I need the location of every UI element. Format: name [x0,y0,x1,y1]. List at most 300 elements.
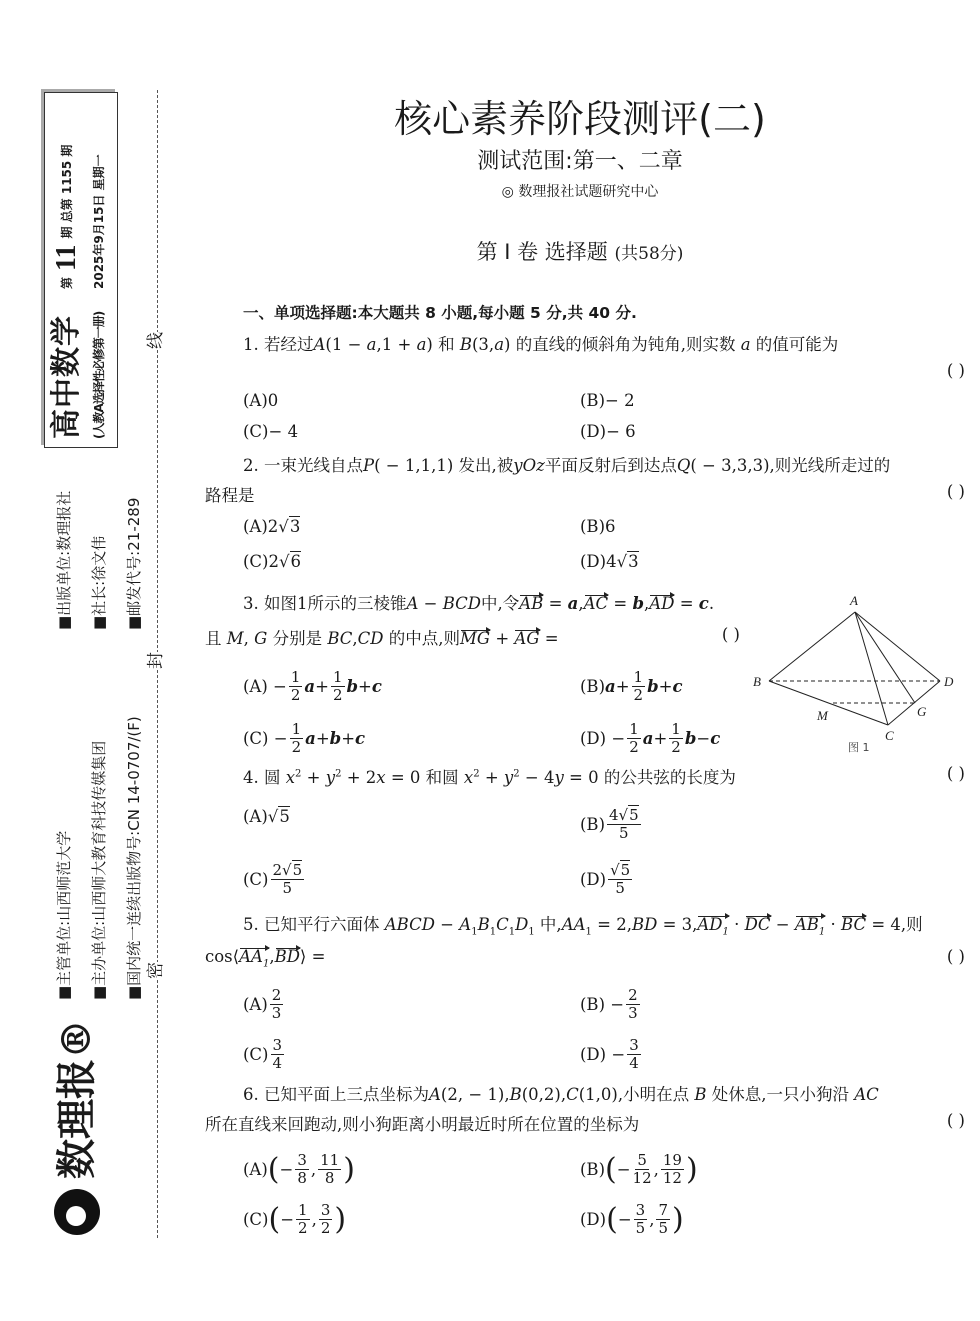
math-text: 5 [637,1151,647,1169]
math-vector-symbol: c [355,729,366,748]
question-4-stem-line [243,764,736,788]
math-superscript: 2 [473,768,480,780]
option-d [580,721,720,756]
math-text: 3 [635,1201,646,1219]
math-variable: y [554,768,564,787]
math-text: , [578,594,584,613]
vector-name: AC [583,594,609,613]
fraction-denominator [283,880,293,897]
fraction-denominator [321,1220,331,1237]
math-text: 2 [671,738,681,756]
math-text: 2 [633,686,644,704]
math-variable: B [459,335,472,354]
math-fraction [627,721,641,756]
cut-label-secret: 密 [146,962,166,979]
option-c [243,552,301,571]
answer-blank: ( ) [946,482,965,501]
math-vector [460,629,490,648]
math-text: 4 [609,806,619,824]
edge-ag [855,612,915,703]
info-postal-code: ■邮发代号:21-289 [125,497,143,630]
math-variable: A [406,594,419,613]
math-text: 1 [629,720,639,738]
label-b: B [753,674,761,689]
math-text: 3 [320,1201,331,1219]
fraction-denominator [633,1170,652,1187]
option-a [243,669,382,704]
math-text: (1 − [325,335,367,354]
math-sqrt [268,807,290,826]
answer-blank: ( ) [946,361,965,380]
math-text: 3 [628,1004,638,1022]
math-subscript: 1 [471,926,478,938]
math-text: , [653,1160,659,1179]
cut-label-line: 线 [146,332,166,349]
math-text: 5 [282,879,293,897]
math-text: 2 [272,861,283,879]
vector-name: AB [519,594,544,613]
math-text: − [280,1210,295,1229]
issue-date: 2025年9月15日 星期一 [92,154,106,289]
math-text: , [310,1160,317,1179]
vector-name: AA [239,947,263,966]
math-text: (B) [580,1160,605,1179]
fraction-denominator [272,1005,282,1022]
math-fraction [633,1152,652,1187]
math-vector-symbol: b [632,594,645,613]
question-3-stem-line [243,590,714,614]
newspaper-title: 高中数学 [49,315,84,439]
logo-mark-icon [54,1189,100,1235]
option-d [580,1202,684,1237]
math-fraction [296,1202,310,1237]
math-text: (C) [243,1045,269,1064]
math-text: (D) [580,1210,607,1229]
math-text: (3, [472,335,495,354]
label-d: D [944,674,954,689]
sqrt-radicand: 3 [628,552,639,571]
math-fraction [271,1037,285,1072]
math-variable: A [429,1085,441,1104]
fraction-denominator [273,1055,283,1072]
math-text: = [543,594,568,613]
fraction-denominator [325,1170,335,1187]
cut-label-seal: 封 [146,652,166,669]
math-text: 2 [628,986,638,1004]
math-big-paren: ) [685,1152,698,1187]
math-text: − [418,594,443,613]
fraction-denominator [291,687,301,704]
sqrt-radicand: 5 [292,861,303,879]
fraction-denominator [615,880,625,897]
math-text: 12 [632,1169,652,1187]
vector-subscript: 1 [722,926,729,938]
option-a [243,391,278,410]
math-variable: G [254,629,268,648]
math-text: = 2, [591,915,632,934]
label-a: A [850,593,858,608]
math-vector [519,594,543,613]
math-text: (D) − [580,1045,626,1064]
math-text: ) 和 [426,335,460,354]
math-text: = [674,594,699,613]
math-text: , [243,629,255,648]
math-text: + [301,768,326,787]
option-b [580,391,635,410]
math-variable: B [509,1085,522,1104]
math-text: + [341,729,356,748]
math-fraction [656,1202,670,1237]
option-b [580,669,683,704]
math-text: , [352,629,358,648]
math-text: (1,0),小明在点 [578,1085,695,1104]
math-text: ) 的直线的倾斜角为钝角,则实数 [504,335,741,354]
fraction-numerator [319,1202,333,1220]
fraction-numerator [626,987,640,1005]
sqrt-sign-icon: √ [278,517,289,536]
logo [42,1015,112,1235]
math-vector-symbol: c [672,677,683,696]
math-fraction [290,721,304,756]
question-5-stem-line [205,947,325,969]
math-text: , [649,1210,655,1229]
math-fraction [626,987,640,1022]
math-text: 1 [298,1201,308,1219]
math-fraction [634,1202,648,1237]
info-president: ■社长:徐文伟 [90,535,108,630]
sqrt-radicand: 3 [289,517,301,536]
option-d [580,422,636,441]
math-vector [841,915,866,934]
math-text: 3 [297,1151,307,1169]
math-variable: a [416,335,427,354]
fraction-numerator [634,1202,648,1220]
math-text: (0,2), [521,1085,567,1104]
math-text: − [770,915,795,934]
fraction-numerator [318,1152,341,1170]
math-text: 4 [606,552,617,571]
fraction-numerator [290,721,304,739]
sqrt-sign-icon: √ [279,552,290,571]
info-serial-number: ■国内统一连续出版物号:CN 14-0707/(F) [125,716,143,1000]
fraction-denominator [298,1220,308,1237]
math-text: 7 [658,1201,668,1219]
math-subscript: 1 [585,926,592,938]
math-big-paren: ) [343,1152,355,1187]
math-vector [649,594,674,613]
question-6-stem-line [243,1081,879,1105]
math-subscript: 1 [508,926,516,938]
issue-suffix: 期 总第 1155 期 [60,144,74,239]
fraction-denominator [671,739,681,756]
math-fraction [318,1152,341,1187]
math-variable: B [694,1085,707,1104]
math-big-paren: ) [334,1202,347,1237]
math-text: 中,令 [481,594,520,613]
part-score: (共58分) [614,244,684,264]
math-text: (D) [580,422,607,441]
math-text: 12 [662,1169,682,1187]
part-heading [0,236,980,266]
math-text: 5 [658,1219,668,1237]
math-text: 2 [267,517,279,536]
math-text: 1 [633,668,644,686]
math-variable: AC [854,1085,879,1104]
math-fraction [608,862,632,897]
math-variable: C [566,1085,579,1104]
fraction-numerator [270,987,284,1005]
math-vector-symbol: c [698,594,709,613]
math-variable: BD [631,915,658,934]
option-d [580,862,634,897]
math-variable: a [494,335,505,354]
math-text: 1 [671,720,681,738]
math-fraction [661,1152,684,1187]
math-text: 19 [662,1151,682,1169]
fraction-denominator [629,1055,639,1072]
math-text: (C) [243,870,269,889]
option-c [243,1202,346,1237]
math-text: 中, [534,915,562,934]
page-title: 核心素养阶段测评(二) [394,97,766,141]
fraction-numerator [289,669,303,687]
math-variable: B [477,915,490,934]
math-text: 11 [320,1151,340,1169]
math-fraction [669,721,683,756]
fraction-denominator [628,1005,638,1022]
math-text: 且 [205,629,227,648]
math-text: 5 [615,879,625,897]
math-text: 1 [291,720,302,738]
math-text: − [696,729,711,748]
vector-name: BD [274,947,300,966]
edge-ac [855,612,888,725]
vector-name: BC [841,915,867,934]
math-variable: y [503,768,514,787]
edition-label: (人教A选择性必修第一册) [92,311,106,439]
math-text: · [728,915,745,934]
math-vector [697,915,729,937]
option-a [243,1152,355,1187]
sqrt-radicand: 5 [279,807,290,826]
math-variable: P [363,456,375,475]
fraction-denominator [658,1220,668,1237]
fraction-numerator [296,1202,310,1220]
math-fraction [632,669,646,704]
fraction-numerator [607,807,641,825]
option-a [243,807,290,826]
issue-prefix: 第 [60,276,74,289]
test-scope: 测试范围:第一、二章 [477,149,683,174]
math-text: 2 [268,552,279,571]
math-variable: a [366,335,377,354]
math-text: (C) [243,422,269,441]
option-b [580,987,642,1022]
math-vector-symbol: a [305,729,316,748]
fraction-numerator [331,669,345,687]
math-sqrt [282,860,302,879]
fraction-denominator [333,687,343,704]
fraction-numerator [632,669,646,687]
math-variable: C [496,915,509,934]
vector-name: DC [744,915,771,934]
sqrt-sign-icon: √ [267,807,279,826]
math-sqrt [617,552,639,571]
math-text: − 2 [605,391,635,410]
math-text: 5 [619,824,629,842]
math-text: (2, − 1), [440,1085,510,1104]
math-text: (C) [243,552,269,571]
math-variable: y [325,768,336,787]
math-text: · [825,915,842,934]
math-text: 的中点,则 [383,629,461,648]
question-1-stem-line [243,331,838,355]
figure-tetrahedron [745,590,975,760]
math-superscript: 2 [335,768,342,780]
math-text: 1 [332,668,343,686]
math-sqrt [278,517,300,536]
math-text: (B) [580,677,605,696]
info-publisher: ■出版单位:数理报社 [55,490,73,630]
fraction-denominator [663,1170,682,1187]
math-text: 所在直线来回跑动,则小狗距离小明最近时所在位置的坐标为 [205,1115,640,1134]
math-big-paren: ) [672,1202,684,1237]
math-text: = 3, [657,915,698,934]
fraction-numerator [295,1152,309,1170]
option-a [243,987,285,1022]
source-label: ◎ 数理报社试题研究中心 [501,184,659,200]
math-vector-symbol: c [371,677,382,696]
math-variable: x [463,768,474,787]
logo-wordmark: 数理报® [53,1019,100,1179]
math-variable: yOz [513,456,545,475]
option-d [580,1037,643,1072]
math-superscript: 2 [295,768,302,780]
math-text: 3. 如图1所示的三棱锥 [243,594,407,613]
question-5-stem-line [243,911,923,937]
math-text: (A) [243,995,268,1014]
math-fraction [271,862,305,897]
math-text: ,1 + [376,335,417,354]
math-vector-symbol: b [329,729,342,748]
math-variable: AA [561,915,586,934]
math-big-paren: ( [268,1202,281,1237]
math-variable: x [285,768,296,787]
figure-caption: 图 1 [848,741,870,754]
fraction-numerator [669,721,683,739]
math-text: 2 [291,738,302,756]
sqrt-radicand: 5 [620,861,631,879]
math-text: − 4 [519,768,555,787]
math-variable: BCD [442,594,482,613]
question-3-stem-line [205,625,559,649]
fraction-denominator [629,739,639,756]
vector-name: AB [794,915,819,934]
math-big-paren: ( [605,1152,617,1187]
math-text: 2 [271,986,282,1004]
math-text: 3 [629,1036,639,1054]
math-text: (B) − [580,995,625,1014]
math-text: 2 [332,686,343,704]
math-text: = [539,629,559,648]
vector-name: AD [649,594,675,613]
math-text: (A) [243,807,268,826]
math-text: + [615,677,630,696]
vector-name: AD [697,915,723,934]
fraction-numerator [271,1037,285,1055]
math-text: 6. 已知平面上三点坐标为 [243,1085,429,1104]
math-vector [239,947,269,969]
label-c: C [885,728,894,743]
option-b [580,1152,698,1187]
math-vector-symbol: b [684,729,697,748]
math-text: + 2 [341,768,377,787]
vector-subscript: 1 [818,926,826,938]
math-vector-symbol: a [304,677,316,696]
option-c [243,862,306,897]
fraction-denominator [634,687,644,704]
math-text: + [479,768,504,787]
math-fraction [607,807,641,842]
math-text: 8 [324,1169,335,1187]
math-vector [584,594,609,613]
math-fraction [331,669,345,704]
math-text: (D) [580,552,607,571]
math-text: 3 [271,1004,282,1022]
math-variable: D [515,915,529,934]
math-variable: CD [357,629,384,648]
section-heading: 一、单项选择题:本大题共 8 小题,每小题 5 分,共 40 分. [243,304,637,322]
math-variable: BC [327,629,353,648]
math-text: 路程是 [205,486,255,505]
fraction-numerator [608,862,632,880]
vector-name: MG [460,629,491,648]
math-text: 6 [605,517,616,536]
math-fraction [319,1202,333,1237]
math-text: 处休息,一只小狗沿 [706,1085,855,1104]
math-variable: A [313,335,326,354]
math-text: 4 [272,1054,283,1072]
math-vector-symbol: b [647,677,659,696]
option-b [580,517,616,536]
math-subscript: 1 [489,926,497,938]
fraction-numerator [656,1202,670,1220]
label-m: M [817,708,828,723]
math-text: 1. 若经过 [243,335,314,354]
math-text: 2 [629,738,639,756]
vector-name: AG [514,629,540,648]
math-text: 2 [290,686,301,704]
math-text: − [616,1160,631,1179]
math-text: (A) [243,517,268,536]
edge-ad [855,612,940,681]
math-text: 的值可能为 [750,335,839,354]
math-sqrt [279,552,301,571]
math-text: 5 [635,1219,646,1237]
math-text: = 0 的公共弦的长度为 [563,768,736,787]
math-text: − 4 [268,422,299,441]
math-variable: Q [676,456,691,475]
math-fraction [627,1037,641,1072]
math-text: 分别是 [267,629,328,648]
info-organizer: ■主办单位:山西师大教育科技传媒集团 [90,740,108,1000]
answer-blank: ( ) [721,625,740,644]
publisher-info [47,455,147,1000]
fraction-numerator [635,1152,649,1170]
math-text: + [315,729,330,748]
math-text: 2 [320,1219,331,1237]
math-text: (A) − [243,677,287,696]
